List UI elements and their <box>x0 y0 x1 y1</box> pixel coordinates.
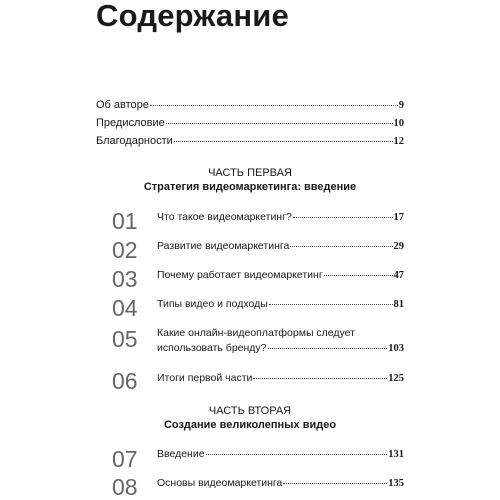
entry-label: Предисловие <box>96 117 165 129</box>
chapter-number: 01 <box>112 208 138 234</box>
entry-label: Введение <box>157 448 205 460</box>
page-title: Содержание <box>96 0 289 33</box>
dot-leader <box>174 141 393 142</box>
page-number: 47 <box>393 270 404 281</box>
chapter-number: 06 <box>112 368 138 394</box>
dot-leader <box>150 105 398 106</box>
toc-entry-chapter-8[interactable] <box>157 476 404 491</box>
part-label: ЧАСТЬ ПЕРВАЯ <box>208 167 292 179</box>
page-number: 81 <box>393 299 404 310</box>
toc-entry-chapter-4[interactable] <box>157 297 404 312</box>
entry-label: Развитие видеомаркетинга <box>157 240 290 252</box>
entry-label: Что такое видеомаркетинг? <box>157 211 292 223</box>
page-number: 10 <box>393 118 404 129</box>
dot-leader <box>166 123 393 124</box>
toc-entry-preface[interactable] <box>96 116 404 131</box>
dot-leader <box>293 217 393 218</box>
entry-label: Основы видеомаркетинга <box>157 477 283 489</box>
toc-entry-chapter-2[interactable] <box>157 239 404 254</box>
dot-leader <box>268 348 388 349</box>
page-number: 9 <box>398 100 404 111</box>
toc-entry-chapter-3[interactable] <box>157 268 404 283</box>
entry-label-line2: использовать бренду? <box>157 342 267 354</box>
chapter-number: 08 <box>112 474 138 500</box>
toc-entry-about-author[interactable] <box>96 98 404 113</box>
part-label: ЧАСТЬ ВТОРАЯ <box>208 405 292 417</box>
chapter-number: 05 <box>112 326 138 352</box>
part-title: Создание великолепных видео <box>163 419 337 431</box>
entry-label: Типы видео и подходы <box>157 298 268 310</box>
chapter-number: 07 <box>112 446 138 472</box>
entry-label-line1: Какие онлайн-видеоплатформы следует <box>157 327 355 339</box>
dot-leader <box>324 275 393 276</box>
dot-leader <box>283 483 387 484</box>
part-title: Стратегия видеомаркетинга: введение <box>143 181 357 193</box>
entry-label: Об авторе <box>96 99 149 111</box>
page-number: 131 <box>388 449 404 460</box>
page-number: 29 <box>393 241 404 252</box>
entry-label: Почему работает видеомаркетинг <box>157 269 323 281</box>
page-number: 12 <box>393 136 404 147</box>
dot-leader <box>269 304 393 305</box>
dot-leader <box>290 246 392 247</box>
chapter-number: 03 <box>112 266 138 292</box>
part-one-heading <box>96 166 404 194</box>
toc-entry-chapter-7[interactable] <box>157 447 404 462</box>
toc-entry-chapter-5[interactable] <box>157 326 404 356</box>
toc-entry-chapter-6[interactable] <box>157 371 404 386</box>
page-number: 17 <box>393 212 404 223</box>
chapter-number: 02 <box>112 237 138 263</box>
page-number: 135 <box>388 478 404 489</box>
toc-entry-chapter-1[interactable] <box>157 210 404 225</box>
page-number: 103 <box>388 343 404 354</box>
part-two-heading <box>96 404 404 432</box>
chapter-number: 04 <box>112 295 138 321</box>
entry-label: Итоги первой части <box>157 372 253 384</box>
entry-label: Благодарности <box>96 135 173 147</box>
page-number: 125 <box>388 373 404 384</box>
dot-leader <box>206 454 388 455</box>
toc-entry-acknowledgements[interactable] <box>96 134 404 149</box>
dot-leader <box>253 378 387 379</box>
